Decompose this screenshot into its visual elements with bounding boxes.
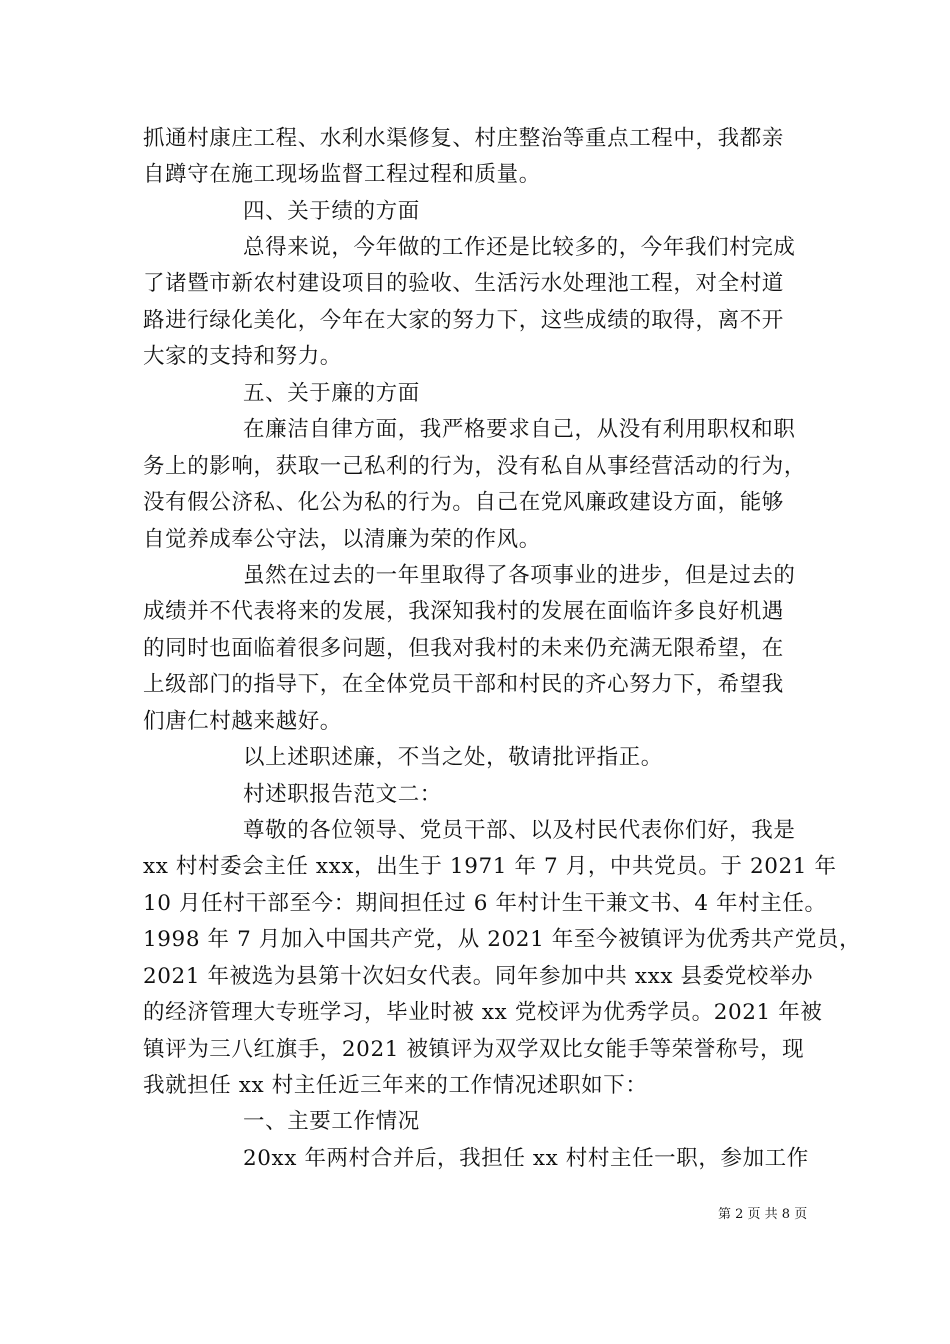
text-line: 了诸暨市新农村建设项目的验收、生活污水处理池工程，对全村道	[143, 271, 784, 296]
text-line: 1998 年 7 月加入中国共产党，从 2021 年至今被镇评为优秀共产党员，	[143, 927, 862, 952]
text-line: 虽然在过去的一年里取得了各项事业的进步，但是过去的	[243, 563, 796, 588]
text-line: 抓通村康庄工程、水利水渠修复、村庄整治等重点工程中，我都亲	[143, 126, 784, 151]
text-line: 路进行绿化美化，今年在大家的努力下，这些成绩的取得，离不开	[143, 308, 784, 333]
text-line: 的经济管理大专班学习，毕业时被 xx 党校评为优秀学员。2021 年被	[143, 1000, 823, 1025]
text-line: 上级部门的指导下，在全体党员干部和村民的齐心努力下，希望我	[143, 672, 784, 697]
text-line: 我就担任 xx 村主任近三年来的工作情况述职如下：	[143, 1073, 648, 1098]
section-heading: 四、关于绩的方面	[243, 199, 420, 224]
text-line: xx 村村委会主任 xxx，出生于 1971 年 7 月，中共党员。于 2021 年	[143, 854, 837, 879]
text-line: 在廉洁自律方面，我严格要求自己，从没有利用职权和职	[243, 417, 796, 442]
text-line: 大家的支持和努力。	[143, 344, 342, 369]
text-line: 尊敬的各位领导、党员干部、以及村民代表你们好，我是	[243, 818, 796, 843]
text-line: 自蹲守在施工现场监督工程过程和质量。	[143, 162, 541, 187]
text-line: 20xx 年两村合并后，我担任 xx 村村主任一职，参加工作	[243, 1146, 809, 1171]
section-heading: 一、主要工作情况	[243, 1109, 420, 1134]
text-line: 2021 年被选为县第十次妇女代表。同年参加中共 xxx 县委党校举办	[143, 964, 814, 989]
text-line: 以上述职述廉，不当之处，敬请批评指正。	[243, 745, 663, 770]
page-number: 第 2 页 共 8 页	[718, 1207, 808, 1222]
text-line: 的同时也面临着很多问题，但我对我村的未来仍充满无限希望，在	[143, 636, 784, 661]
text-line: 镇评为三八红旗手，2021 被镇评为双学双比女能手等荣誉称号，现	[143, 1037, 805, 1062]
text-line: 没有假公济私、化公为私的行为。自己在党风廉政建设方面，能够	[143, 490, 784, 515]
text-line: 成绩并不代表将来的发展，我深知我村的发展在面临许多良好机遇	[143, 599, 784, 624]
section-heading: 五、关于廉的方面	[243, 381, 420, 406]
text-line: 务上的影响，获取一己私利的行为，没有私自从事经营活动的行为，	[143, 454, 807, 479]
section-heading: 村述职报告范文二：	[243, 782, 442, 807]
text-line: 总得来说，今年做的工作还是比较多的，今年我们村完成	[243, 235, 796, 260]
text-line: 自觉养成奉公守法，以清廉为荣的作风。	[143, 527, 541, 552]
text-line: 们唐仁村越来越好。	[143, 709, 342, 734]
text-line: 10 月任村干部至今：期间担任过 6 年村计生干兼文书、4 年村主任。	[143, 891, 827, 916]
